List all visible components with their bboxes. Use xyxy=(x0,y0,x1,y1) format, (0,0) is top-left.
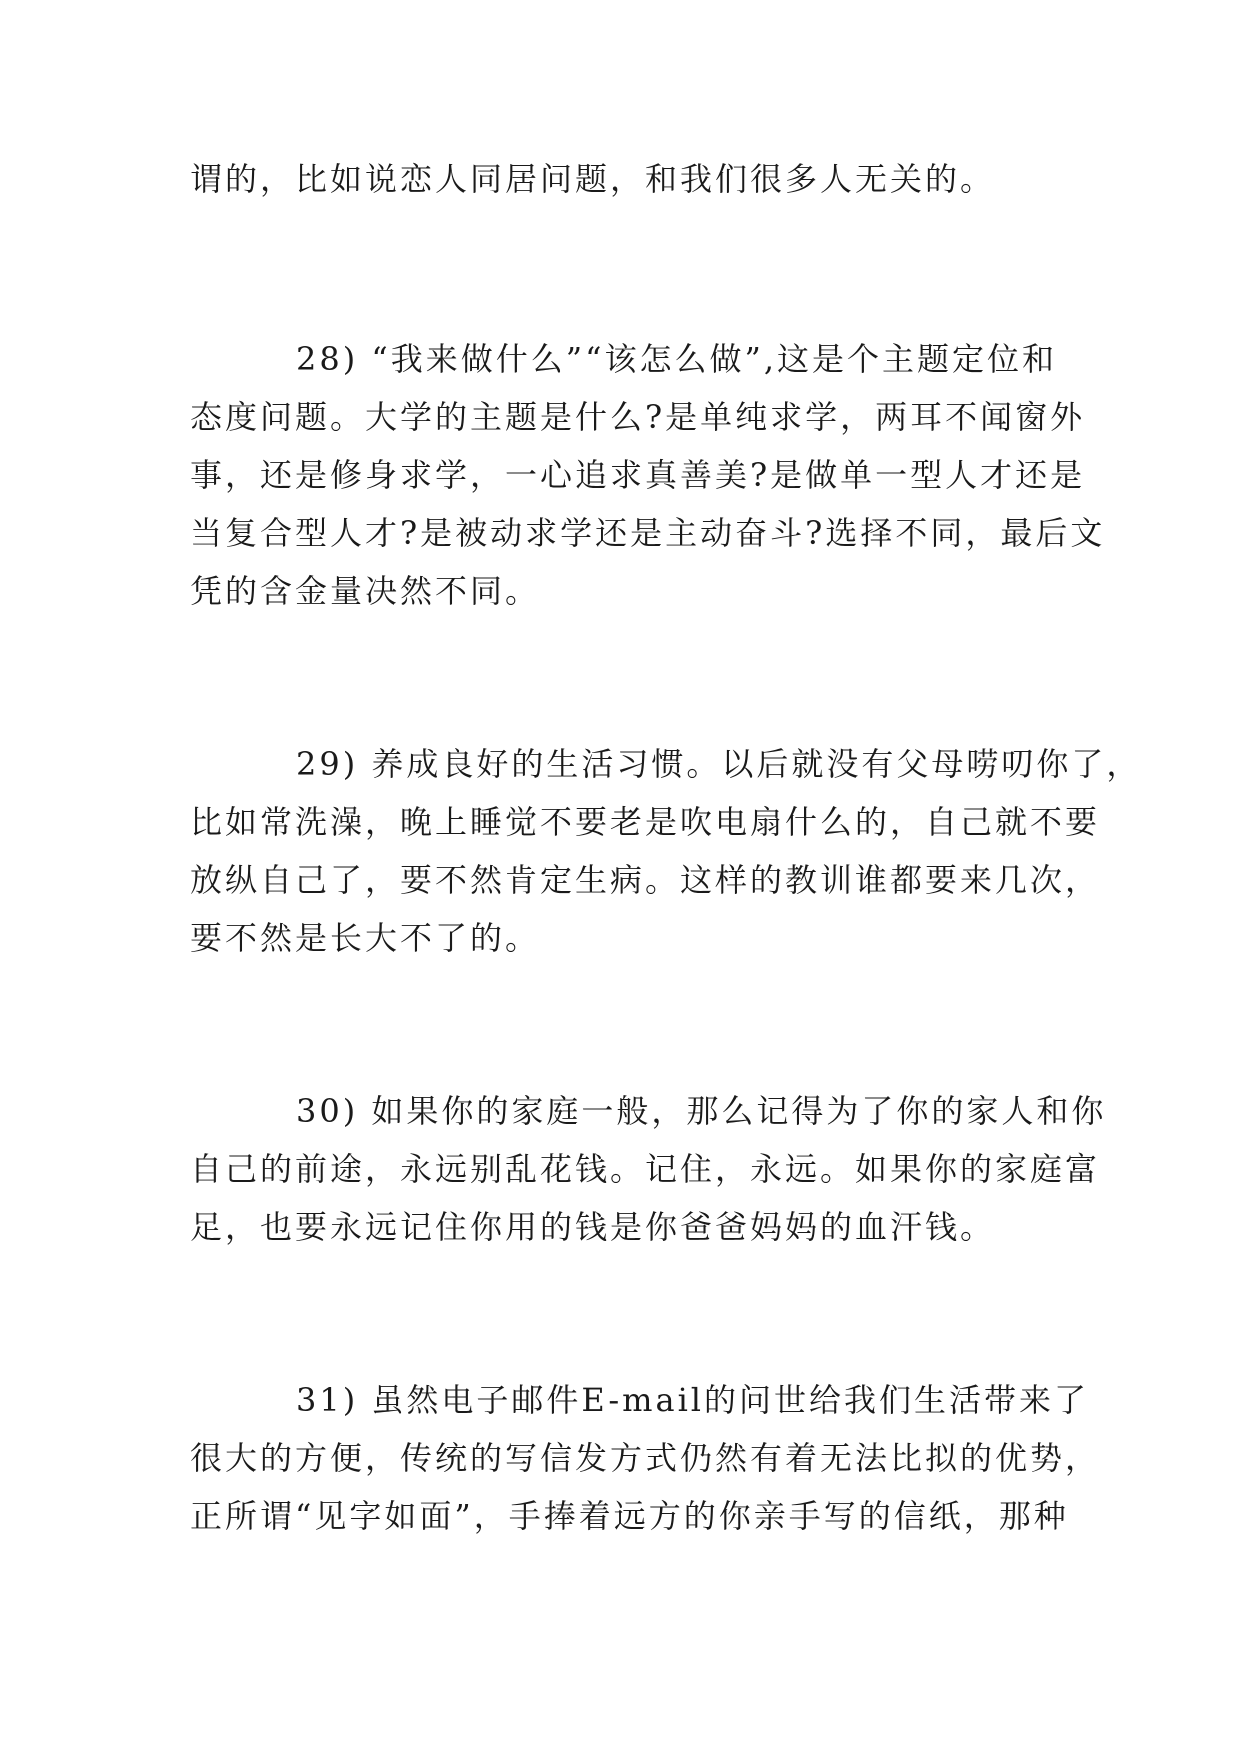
text-line: 要不然是长大不了的。 xyxy=(190,919,541,957)
text-line: 谓的，比如说恋人同居问题，和我们很多人无关的。 xyxy=(190,160,996,198)
text-line: 当复合型人才?是被动求学还是主动奋斗?选择不同，最后文 xyxy=(190,514,1106,552)
text-line: 自己的前途，永远别乱花钱。记住，永远。如果你的家庭富 xyxy=(190,1150,1101,1188)
text-line: 很大的方便，传统的写信发方式仍然有着无法比拟的优势， xyxy=(190,1439,1101,1477)
text-line: 30) 如果你的家庭一般，那么记得为了你的家人和你 xyxy=(296,1092,1107,1130)
paragraph-30 xyxy=(190,1082,1107,1256)
text-line: 31) 虽然电子邮件E-mail的问世给我们生活带来了 xyxy=(296,1381,1090,1419)
paragraph-31 xyxy=(190,1371,1101,1545)
text-line: 放纵自己了，要不然肯定生病。这样的教训谁都要来几次， xyxy=(190,861,1101,899)
text-line: 正所谓“见字如面”，手捧着远方的你亲手写的信纸，那种 xyxy=(190,1497,1069,1535)
text-line: 29) 养成良好的生活习惯。以后就没有父母唠叨你了， xyxy=(296,745,1142,783)
text-line: 比如常洗澡，晚上睡觉不要老是吹电扇什么的，自己就不要 xyxy=(190,803,1101,841)
paragraph-29 xyxy=(190,735,1142,967)
text-line: 28) “我来做什么”“该怎么做”,这是个主题定位和 xyxy=(296,340,1057,378)
paragraph-28 xyxy=(190,330,1106,620)
paragraph-27-continuation xyxy=(190,150,1050,208)
text-line: 事，还是修身求学，一心追求真善美?是做单一型人才还是 xyxy=(190,456,1086,494)
text-line: 凭的含金量决然不同。 xyxy=(190,572,541,610)
text-line: 态度问题。大学的主题是什么?是单纯求学，两耳不闻窗外 xyxy=(190,398,1086,436)
text-line: 足，也要永远记住你用的钱是你爸爸妈妈的血汗钱。 xyxy=(190,1208,996,1246)
